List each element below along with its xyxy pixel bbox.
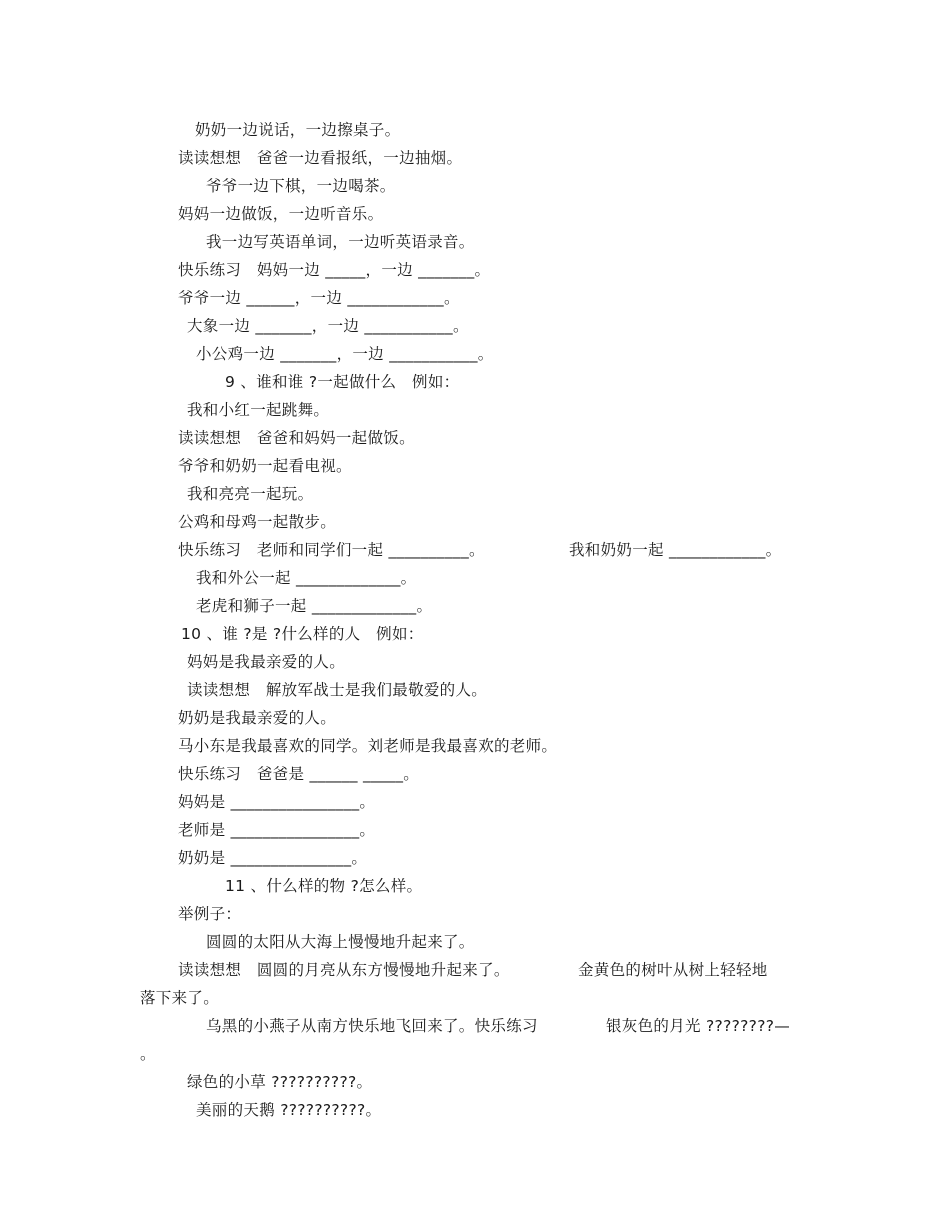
text-line: 快乐练习 妈妈一边 _____，一边 _______。 xyxy=(178,261,491,279)
text-line: 爷爷和奶奶一起看电视。 xyxy=(178,457,352,475)
text-line: 读读想想 爸爸和妈妈一起做饭。 xyxy=(178,429,415,447)
text-line: 快乐练习 老师和同学们一起 __________。 xyxy=(178,541,485,559)
text-line: 读读想想 爸爸一边看报纸，一边抽烟。 xyxy=(178,149,463,167)
text-line: 我一边写英语单词，一边听英语录音。 xyxy=(206,233,475,251)
text-line: 大象一边 _______，一边 ___________。 xyxy=(187,317,469,335)
text-line: 金黄色的树叶从树上轻轻地 xyxy=(578,961,768,979)
text-line: 银灰色的月光 ????????— xyxy=(606,1017,791,1035)
text-line: 我和奶奶一起 ____________。 xyxy=(569,541,782,559)
text-line: 妈妈是 ________________。 xyxy=(178,793,376,811)
text-line: 老师是 ________________。 xyxy=(178,821,376,839)
text-line: 妈妈一边做饭，一边听音乐。 xyxy=(178,205,384,223)
text-line: 。 xyxy=(140,1045,156,1063)
text-line: 乌黑的小燕子从南方快乐地飞回来了。快乐练习 xyxy=(206,1017,538,1035)
text-line: 我和亮亮一起玩。 xyxy=(187,485,314,503)
section-heading: 9 、谁和谁 ?一起做什么 例如： xyxy=(225,373,460,391)
text-line: 快乐练习 爸爸是 ______ _____。 xyxy=(178,765,420,783)
text-line: 圆圆的太阳从大海上慢慢地升起来了。 xyxy=(206,933,475,951)
text-line: 读读想想 圆圆的月亮从东方慢慢地升起来了。 xyxy=(178,961,510,979)
text-line: 爷爷一边下棋，一边喝茶。 xyxy=(206,177,396,195)
text-line: 我和小红一起跳舞。 xyxy=(187,401,330,419)
text-line: 读读想想 解放军战士是我们最敬爱的人。 xyxy=(187,681,488,699)
text-line: 小公鸡一边 _______，一边 ___________。 xyxy=(196,345,494,363)
section-heading: 11 、什么样的物 ?怎么样。 xyxy=(225,877,423,895)
text-line: 马小东是我最喜欢的同学。刘老师是我最喜欢的老师。 xyxy=(178,737,558,755)
section-heading: 10 、谁 ?是 ?什么样的人 例如： xyxy=(181,625,424,643)
text-line: 我和外公一起 _____________。 xyxy=(196,569,417,587)
text-line: 绿色的小草 ??????????。 xyxy=(187,1073,373,1091)
text-line: 落下来了。 xyxy=(140,989,220,1007)
text-line: 举例子： xyxy=(178,905,242,923)
text-line: 妈妈是我最亲爱的人。 xyxy=(187,653,346,671)
text-line: 老虎和狮子一起 _____________。 xyxy=(196,597,433,615)
text-line: 公鸡和母鸡一起散步。 xyxy=(178,513,337,531)
text-line: 奶奶是我最亲爱的人。 xyxy=(178,709,337,727)
text-line: 美丽的天鹅 ??????????。 xyxy=(196,1101,382,1119)
text-line: 爷爷一边 ______，一边 ____________。 xyxy=(178,289,460,307)
text-line: 奶奶一边说话，一边擦桌子。 xyxy=(195,121,401,139)
text-line: 奶奶是 _______________。 xyxy=(178,849,368,867)
